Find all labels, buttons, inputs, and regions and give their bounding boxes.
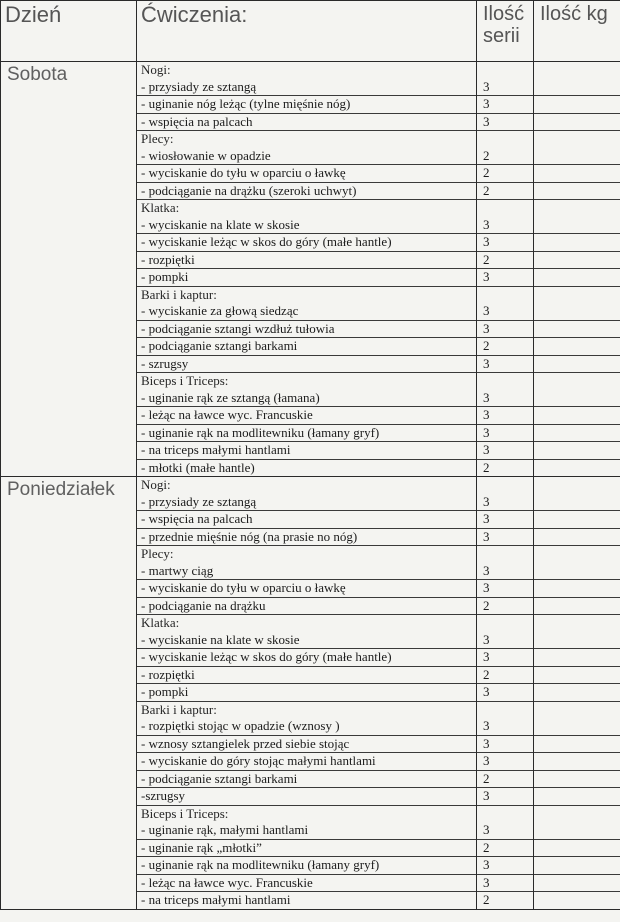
sets-value: 2 <box>483 892 490 907</box>
header-kg-cell <box>534 1 620 62</box>
sets-value: 3 <box>477 407 533 425</box>
sets-value: 3 <box>477 96 533 114</box>
sets-value <box>477 546 533 563</box>
sets-value: 2 <box>483 459 490 475</box>
muscle-group-label: Barki i kaptur: <box>141 701 217 717</box>
exercise-name: - młotki (małe hantle) <box>141 459 255 475</box>
table-body <box>1 62 620 910</box>
muscle-group-label: Plecy: <box>141 546 174 561</box>
exercise-name: - wyciskanie leżąc w skos do góry (małe hantle) <box>137 649 476 667</box>
sets-value: 3 <box>477 269 533 287</box>
muscle-group-label: Biceps i Triceps: <box>141 373 229 388</box>
muscle-group-label: Klatka: <box>141 200 180 215</box>
muscle-group-label: Biceps i Triceps: <box>141 805 229 821</box>
kg-value <box>534 788 620 806</box>
exercise-name: - na triceps małymi hantlami <box>137 442 476 460</box>
sets-value: 3 <box>477 649 533 667</box>
kg-value <box>534 183 620 201</box>
sets-value: 3 <box>477 529 533 547</box>
header-exercises-cell <box>137 1 477 62</box>
kg-value <box>534 857 620 875</box>
sets-value: 3 <box>477 114 533 132</box>
kg-value <box>534 598 620 616</box>
muscle-group-label: Klatka: <box>141 615 180 630</box>
kg-value <box>534 718 620 736</box>
kg-value <box>534 460 620 477</box>
exercise-name: - rozpiętki <box>137 667 476 685</box>
sets-value: 3 <box>477 356 533 374</box>
exercise-name: - pompki <box>137 684 476 702</box>
kg-value <box>534 546 620 563</box>
exercise-name: - rozpiętki stojąc w opadzie (wznosy ) <box>137 718 476 736</box>
sets-value: 3 <box>477 425 533 443</box>
exercise-name: - martwy ciąg <box>137 563 476 581</box>
sets-value: 2 <box>477 183 533 201</box>
sets-value: 3 <box>477 442 533 460</box>
header-row <box>1 1 620 62</box>
kg-value <box>534 702 620 719</box>
kg-value <box>534 875 620 893</box>
exercises-cell <box>137 477 477 910</box>
kg-value <box>534 840 620 858</box>
exercise-name: - leżąc na ławce wyc. Francuskie <box>137 407 476 425</box>
day-section <box>1 477 620 910</box>
kg-value <box>534 771 620 789</box>
sets-value: 3 <box>477 494 533 512</box>
exercise-name: - wspięcia na palcach <box>137 511 476 529</box>
sets-value: 3 <box>477 321 533 339</box>
exercise-name: - uginanie rąk na modlitewniku (łamany gryf) <box>137 857 476 875</box>
sets-value <box>477 806 533 823</box>
kg-value <box>534 753 620 771</box>
exercise-name: - rozpiętki <box>137 252 476 270</box>
sets-value: 2 <box>477 840 533 858</box>
sets-cell <box>477 62 534 477</box>
kg-value <box>534 736 620 754</box>
sets-value <box>477 702 533 719</box>
kg-value <box>534 529 620 547</box>
exercise-name: - wyciskanie do góry stojąc małymi hantlami <box>137 753 476 771</box>
kg-value <box>534 148 620 166</box>
exercise-name: -szrugsy <box>137 788 476 806</box>
kg-value <box>534 321 620 339</box>
exercise-name: - wyciskanie leżąc w skos do góry (małe hantle) <box>137 234 476 252</box>
kg-value <box>534 96 620 114</box>
exercise-name: - uginanie nóg leżąc (tylne mięśnie nóg) <box>137 96 476 114</box>
sets-value: 3 <box>477 857 533 875</box>
kg-value <box>534 217 620 235</box>
day-section <box>1 62 620 477</box>
exercise-name: - podciąganie sztangi barkami <box>137 338 476 356</box>
exercise-name: - leżąc na ławce wyc. Francuskie <box>137 875 476 893</box>
sets-value <box>477 373 533 390</box>
sets-value <box>477 62 533 79</box>
sets-value <box>477 477 533 494</box>
sets-value: 3 <box>477 875 533 893</box>
exercise-name: - wspięcia na palcach <box>137 114 476 132</box>
kg-value <box>534 287 620 304</box>
exercise-name: - wyciskanie za głową siedząc <box>137 303 476 321</box>
sets-value: 3 <box>477 822 533 840</box>
header-sets-cell <box>477 1 534 62</box>
exercise-name: - przysiady ze sztangą <box>137 494 476 512</box>
sets-value: 3 <box>477 718 533 736</box>
sets-value: 2 <box>477 165 533 183</box>
exercise-name: - uginanie rąk ze sztangą (łamana) <box>137 390 476 408</box>
header-day-cell <box>1 1 137 62</box>
day-name: Sobota <box>7 64 68 85</box>
exercise-name: - przednie mięśnie nóg (na prasie no nóg) <box>137 529 476 547</box>
header-sets: Ilość serii <box>483 3 525 47</box>
kg-value <box>534 338 620 356</box>
muscle-group-label: Barki i kaptur: <box>141 286 217 302</box>
sets-value: 3 <box>477 303 533 321</box>
kg-value <box>534 442 620 460</box>
exercise-name: - uginanie rąk „młotki” <box>137 840 476 858</box>
kg-value <box>534 649 620 667</box>
sets-value: 3 <box>477 234 533 252</box>
muscle-group-label: Nogi: <box>141 62 171 77</box>
kg-value <box>534 200 620 217</box>
kg-value <box>534 114 620 132</box>
sets-value: 3 <box>477 753 533 771</box>
day-cell <box>1 477 137 910</box>
kg-value <box>534 494 620 512</box>
sets-value: 2 <box>477 338 533 356</box>
sets-value: 3 <box>477 511 533 529</box>
muscle-group-label: Plecy: <box>141 131 174 146</box>
kg-value <box>534 563 620 581</box>
exercise-name: - podciąganie na drążku (szeroki uchwyt) <box>137 183 476 201</box>
sets-value: 2 <box>477 771 533 789</box>
sets-value: 2 <box>477 667 533 685</box>
sets-value <box>477 287 533 304</box>
kg-cell <box>534 477 620 910</box>
kg-value <box>534 62 620 79</box>
kg-value <box>534 615 620 632</box>
sets-value: 3 <box>477 580 533 598</box>
exercise-name: - podciąganie na drążku <box>137 598 476 616</box>
muscle-group-label: Nogi: <box>141 477 171 492</box>
exercise-name: - przysiady ze sztangą <box>137 79 476 97</box>
kg-value <box>534 667 620 685</box>
exercises-cell <box>137 62 477 477</box>
exercise-name: - wyciskanie na klate w skosie <box>137 217 476 235</box>
exercise-name: - pompki <box>137 269 476 287</box>
sets-value: 3 <box>477 217 533 235</box>
kg-value <box>534 822 620 840</box>
sets-value: 3 <box>477 79 533 97</box>
kg-value <box>534 303 620 321</box>
kg-value <box>534 892 620 909</box>
exercise-name: - wyciskanie do tyłu w oparciu o ławkę <box>137 580 476 598</box>
sets-value: 2 <box>477 148 533 166</box>
day-name: Poniedziałek <box>7 479 115 500</box>
kg-value <box>534 252 620 270</box>
exercise-name: - podciąganie sztangi wzdłuż tułowia <box>137 321 476 339</box>
kg-value <box>534 511 620 529</box>
exercise-name: - szrugsy <box>137 356 476 374</box>
header-kg: Ilość kg <box>540 3 608 25</box>
exercise-name: - podciąganie sztangi barkami <box>137 771 476 789</box>
sets-value: 3 <box>477 736 533 754</box>
exercise-name: - uginanie rąk, małymi hantlami <box>137 822 476 840</box>
sets-value: 2 <box>477 252 533 270</box>
kg-value <box>534 269 620 287</box>
kg-value <box>534 407 620 425</box>
header-exercises: Ćwiczenia: <box>141 2 248 27</box>
kg-value <box>534 356 620 374</box>
sets-cell <box>477 477 534 910</box>
sets-value: 3 <box>477 563 533 581</box>
kg-value <box>534 684 620 702</box>
sets-value: 3 <box>477 684 533 702</box>
exercise-name: - uginanie rąk na modlitewniku (łamany gryf) <box>137 425 476 443</box>
exercise-name: - wznosy sztangielek przed siebie stojąc <box>137 736 476 754</box>
exercise-name: - wyciskanie do tyłu w oparciu o ławkę <box>137 165 476 183</box>
kg-value <box>534 806 620 823</box>
kg-value <box>534 373 620 390</box>
kg-value <box>534 79 620 97</box>
exercise-name: - na triceps małymi hantlami <box>141 892 291 907</box>
kg-value <box>534 234 620 252</box>
kg-value <box>534 580 620 598</box>
sets-value: 3 <box>477 390 533 408</box>
exercise-name: - wiosłowanie w opadzie <box>137 148 476 166</box>
exercise-name: - wyciskanie na klate w skosie <box>137 632 476 650</box>
sets-value: 3 <box>477 788 533 806</box>
sets-value <box>477 615 533 632</box>
sets-value: 3 <box>477 632 533 650</box>
kg-value <box>534 425 620 443</box>
kg-value <box>534 131 620 148</box>
sets-value: 2 <box>477 598 533 616</box>
header-day: Dzień <box>5 2 62 27</box>
kg-value <box>534 390 620 408</box>
sets-value <box>477 200 533 217</box>
kg-value <box>534 632 620 650</box>
kg-value <box>534 477 620 494</box>
day-cell <box>1 62 137 477</box>
kg-cell <box>534 62 620 477</box>
sets-value <box>477 131 533 148</box>
kg-value <box>534 165 620 183</box>
